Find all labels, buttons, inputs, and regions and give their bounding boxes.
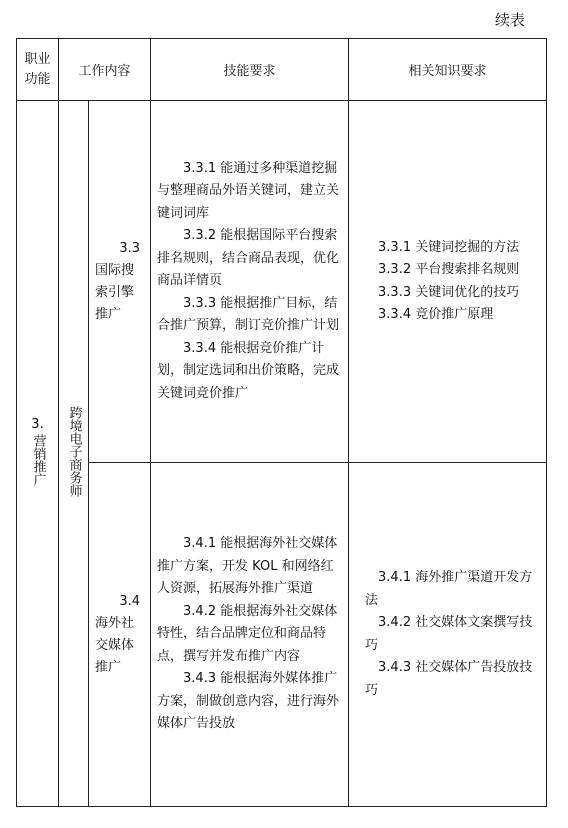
knowledge-cell bbox=[349, 101, 547, 463]
knowledge-item: 3.4.3 社交媒体广告投放技巧 bbox=[365, 660, 533, 698]
skill-item: 3.4.1 能根据海外社交媒体推广方案，开发 KOL 和网络红人资源，拓展海外推广渠道 bbox=[157, 536, 338, 597]
sub-item-number: 3.4 bbox=[119, 593, 141, 609]
function-number: 3. bbox=[31, 417, 44, 432]
knowledge-item: 3.4.1 海外推广渠道开发方法 bbox=[365, 570, 533, 608]
skill-item: 3.3.3 能根据推广目标，结合推广预算，制订竞价推广计划 bbox=[157, 295, 340, 334]
category-name: 跨境电子商务师 bbox=[66, 406, 82, 497]
table-row bbox=[17, 463, 547, 807]
header-work-content: 工作内容 bbox=[59, 39, 151, 101]
knowledge-item: 3.3.1 关键词挖掘的方法 bbox=[378, 239, 520, 255]
skill-item: 3.4.2 能根据海外社交媒体特性，结合品牌定位和商品特点，撰写并发布推广内容 bbox=[157, 603, 338, 664]
continued-label: 续表 bbox=[495, 11, 526, 29]
skill-item: 3.3.1 能通过多种渠道挖掘与整理商品外语关键词，建立关键词词库 bbox=[157, 160, 340, 221]
skill-item: 3.4.3 能根据海外媒体推广方案，制做创意内容，进行海外媒体广告投放 bbox=[157, 671, 340, 732]
table-row bbox=[17, 101, 547, 463]
sub-item-cell bbox=[89, 463, 151, 807]
knowledge-item: 3.4.2 社交媒体文案撰写技巧 bbox=[365, 615, 533, 653]
sub-item-name: 海外社交媒体推广 bbox=[95, 615, 135, 675]
function-name: 营销推广 bbox=[30, 434, 46, 486]
function-cell bbox=[17, 101, 59, 807]
knowledge-item: 3.3.2 平台搜索排名规则 bbox=[378, 262, 520, 277]
header-function: 职业功能 bbox=[17, 39, 59, 101]
skill-cell bbox=[151, 101, 349, 463]
skill-item: 3.3.4 能根据竞价推广计划，制定选词和出价策略，完成关键词竞价推广 bbox=[157, 340, 340, 401]
skill-item: 3.3.2 能根据国际平台搜索排名规则，结合商品表现，优化商品详情页 bbox=[157, 228, 340, 289]
sub-item-cell bbox=[89, 101, 151, 463]
sub-item-name: 国际搜索引擎推广 bbox=[95, 262, 135, 322]
header-knowledge-requirements: 相关知识要求 bbox=[349, 39, 547, 101]
knowledge-cell bbox=[349, 463, 547, 807]
header-skill-requirements: 技能要求 bbox=[151, 39, 349, 101]
sub-item-number: 3.3 bbox=[119, 240, 141, 256]
knowledge-item: 3.3.4 竞价推广原理 bbox=[378, 307, 494, 322]
occupation-standard-table bbox=[16, 38, 547, 807]
skill-cell bbox=[151, 463, 349, 807]
knowledge-item: 3.3.3 关键词优化的技巧 bbox=[378, 284, 520, 300]
category-cell bbox=[59, 101, 89, 807]
header-row bbox=[17, 39, 547, 101]
